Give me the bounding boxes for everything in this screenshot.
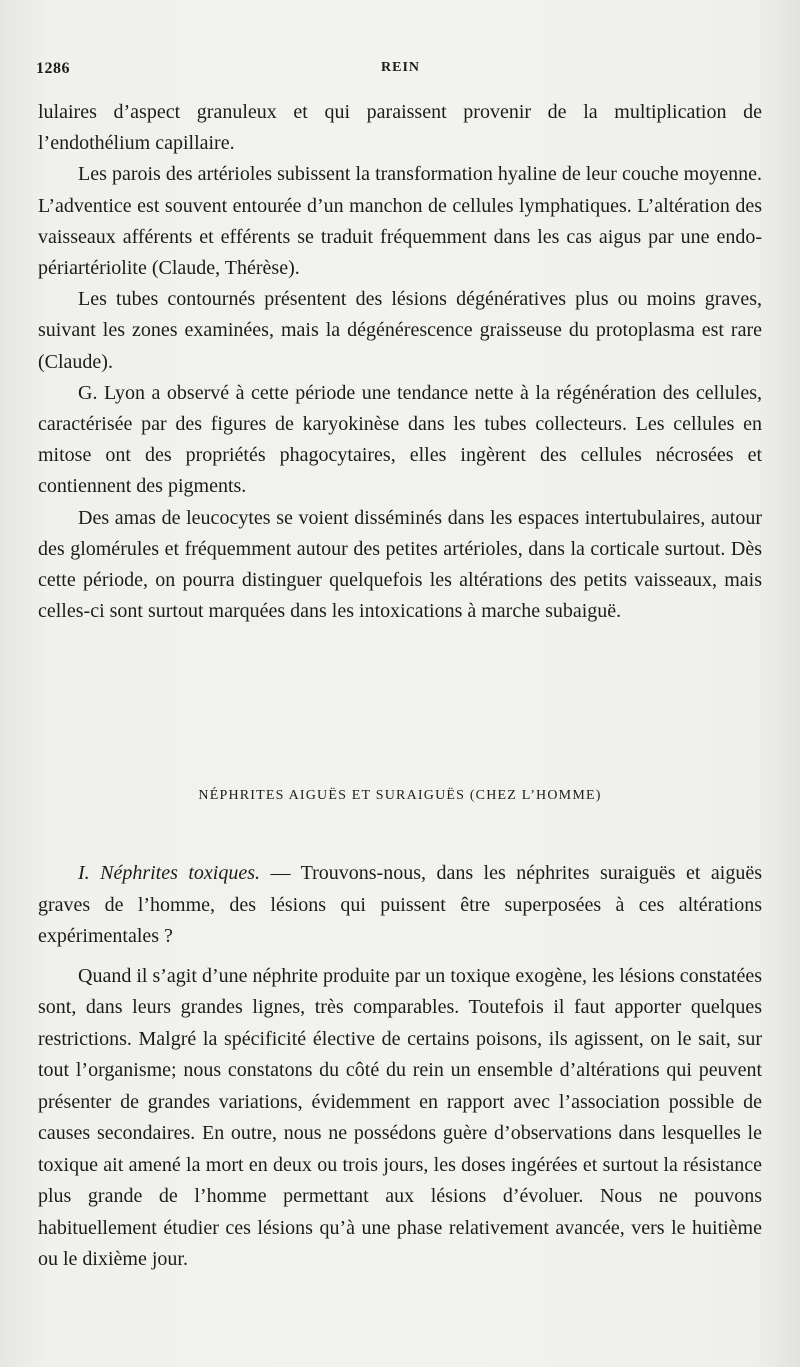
page-header xyxy=(36,60,760,86)
paragraph: Les tubes contournés présentent des lésions dégénératives plus ou moins graves, suivant les zones examinées, mais la dégénérescence graisseuse du protoplasma est rare (Claude). xyxy=(38,288,762,373)
section-body xyxy=(38,858,762,1276)
subsection-title: I. Néphrites toxiques. xyxy=(78,862,261,884)
paragraph: lulaires d’aspect granuleux et qui paraissent provenir de la multiplication de l’endothélium capillaire. xyxy=(38,101,762,155)
paragraph: Les parois des artérioles subissent la transformation hyaline de leur couche moyenne. L’adventice est souvent entourée d’un manchon de cellules lymphatiques. L’altération des vaisseaux afférents et efférents se traduit fréquemment dans les cas aigus par une endo-périartériolite (Claude, Thérèse). xyxy=(38,163,762,280)
running-head: REIN xyxy=(381,60,421,75)
section-heading: NÉPHRITES AIGUËS ET SURAIGUËS (CHEZ L’HOMME) xyxy=(198,788,602,803)
paragraph xyxy=(38,858,762,953)
page-number: 1286 xyxy=(36,60,70,77)
paragraph: Des amas de leucocytes se voient disséminés dans les espaces intertubulaires, autour des glomérules et fréquemment autour des petites artérioles, dans la corticale surtout. Dès cette période, on pourra distinguer quelquefois les altérations des petits vaisseaux, mais celles-ci sont surtout marquées dans les intoxications à marche subaiguë. xyxy=(38,506,762,623)
body-text xyxy=(38,97,762,627)
paragraph: G. Lyon a observé à cette période une tendance nette à la régénération des cellules, caractérisée par des figures de karyokinèse dans les tubes collecteurs. Les cellules en mitose ont des propriétés phagocytaires, elles ingèrent des cellules nécrosées et contiennent des pigments. xyxy=(38,381,762,498)
paragraph: Quand il s’agit d’une néphrite produite par un toxique exogène, les lésions constatées sont, dans leurs grandes lignes, très comparables. Toutefois il faut apporter quelques restrictions. Malgré la spécificité élective de certains poisons, ils agissent, on le sait, sur tout l’organisme; nous constatons du côté du rein un ensemble d’altérations qui peuvent présenter de grandes variations, évidemment en rapport avec l’association possible de causes secondaires. En outre, nous ne possédons guère d’observations dans lesquelles le toxique ait amené la mort en deux ou trois jours, les doses ingérées et surtout la résistance plus grande de l’homme permettant aux lésions d’évoluer. Nous ne pouvons habituellement étudier ces lésions qu’à une phase relativement avancée, vers le huitième ou le dixième jour. xyxy=(38,964,762,1270)
subsection-text: — Trouvons-nous, dans les néphrites suraiguës et aiguës graves de l’homme, des lésions qui puissent être superposées à ces altérations expérimentales ? xyxy=(38,862,762,947)
